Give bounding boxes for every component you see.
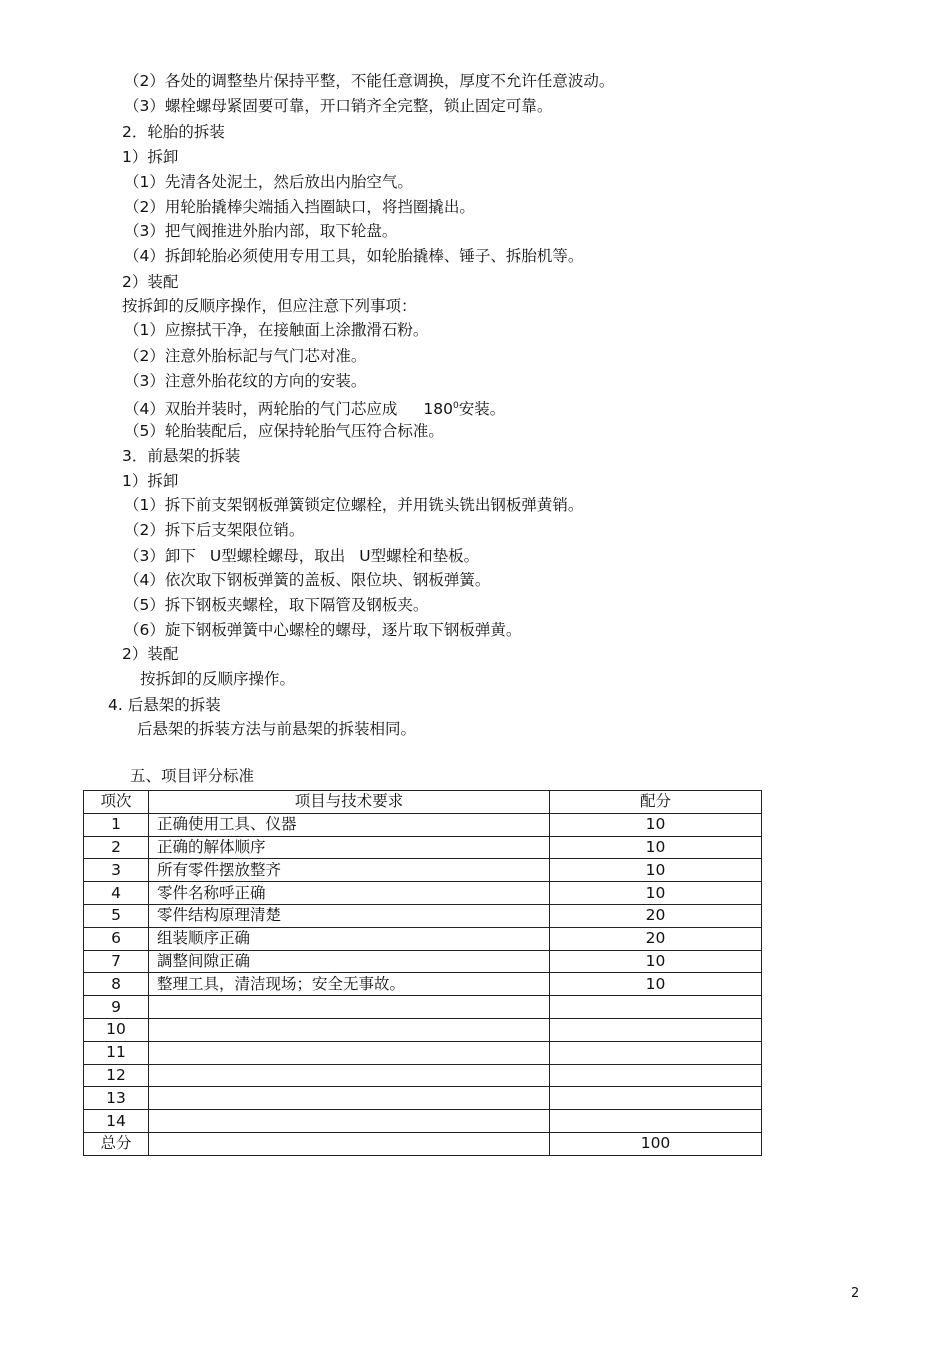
table-row [84,1087,762,1110]
section-heading: 2．轮胎的拆装 [122,123,225,141]
index-cell: 3 [84,859,149,882]
text-line: （2）拆下后支架限位销。 [124,521,305,539]
score-cell: 10 [550,973,762,996]
subsection-heading: 2）装配 [122,645,179,663]
item-cell [149,1087,550,1110]
score-cell: 10 [550,813,762,836]
table-header-row [84,791,762,814]
table-row [84,1064,762,1087]
index-cell: 9 [84,996,149,1019]
table-row [84,859,762,882]
score-cell: 10 [550,950,762,973]
index-cell: 5 [84,904,149,927]
index-cell: 12 [84,1064,149,1087]
table-total-row [84,1132,762,1155]
text-line [124,396,505,419]
index-cell: 11 [84,1041,149,1064]
table-row [84,813,762,836]
subsection-heading: 1）拆卸 [122,148,179,166]
score-cell [550,1018,762,1041]
index-cell: 4 [84,882,149,905]
score-cell [550,1064,762,1087]
item-cell: 正确使用工具、仪器 [149,813,550,836]
text-line: （6）旋下钢板弹簧中心螺栓的螺母，逐片取下钢板弹黄。 [124,621,522,639]
table-row [84,904,762,927]
subsection-heading: 2）装配 [122,273,179,291]
score-cell: 20 [550,927,762,950]
angle-value: 180 [423,400,453,418]
item-cell [149,1064,550,1087]
score-cell [550,996,762,1019]
text-line: 后悬架的拆装方法与前悬架的拆装相同。 [137,720,417,738]
header-cell: 配分 [550,791,762,814]
item-cell: 正确的解体顺序 [149,836,550,859]
text-line: 按拆卸的反顺序操作，但应注意下列事项： [122,297,417,315]
table-row [84,973,762,996]
index-cell: 7 [84,950,149,973]
item-cell: 調整间隙正确 [149,950,550,973]
index-cell: 6 [84,927,149,950]
text-line: （1）先清各处泥土，然后放出内胎空气。 [124,173,413,191]
header-cell: 项目与技术要求 [149,791,550,814]
table-row [84,882,762,905]
table-row [84,836,762,859]
text-line: （2）各处的调整垫片保持平整，不能任意调换，厚度不允许任意波动。 [124,72,615,90]
index-cell: 10 [84,1018,149,1041]
text-line: （4）依次取下钢板弹簧的盖板、限位块、钢板弹簧。 [124,571,491,589]
score-cell: 10 [550,859,762,882]
total-label-cell: 总分 [84,1132,149,1155]
text-segment: U型螺栓螺母，取出 [209,547,346,565]
text-line: （5）拆下钢板夹螺栓，取下隔管及钢板夹。 [124,596,429,614]
text-line: 按拆卸的反顺序操作。 [140,670,296,688]
table-row [84,927,762,950]
item-cell [149,1018,550,1041]
text-line: （5）轮胎装配后，应保持轮胎气压符合标准。 [124,422,444,440]
text-line: （3）把气阀推进外胎内部，取下轮盘。 [124,222,398,240]
total-score-cell: 100 [550,1132,762,1155]
subsection-heading: 1）拆卸 [122,472,179,490]
text-line: （3）螺栓螺母紧固要可靠，开口销齐全完整，锁止固定可靠。 [124,97,553,115]
table-row [84,996,762,1019]
text-line: （1）应擦拭干净，在接触面上涂撒滑石粉。 [124,321,429,339]
text-segment: （4）双胎并装时，两轮胎的气门芯应成 [124,400,398,418]
section-heading: 4. 后悬架的拆装 [108,696,221,714]
item-cell [149,1110,550,1133]
text-segment: U型螺栓和垫板。 [359,547,480,565]
score-cell: 10 [550,836,762,859]
scoring-table [83,790,762,1156]
item-cell [149,1041,550,1064]
score-cell: 20 [550,904,762,927]
index-cell: 14 [84,1110,149,1133]
index-cell: 1 [84,813,149,836]
item-cell [149,1132,550,1155]
text-line: （3）注意外胎花纹的方向的安装。 [124,372,367,390]
text-line: （1）拆下前支架钢板弹簧锁定位螺栓，并用铣头铣出钢板弹黄销。 [124,496,584,514]
item-cell: 零件结构原理清楚 [149,904,550,927]
text-line: （2）注意外胎标記与气门芯对准。 [124,347,367,365]
index-cell: 2 [84,836,149,859]
item-cell: 整理工具，清洁现场；安全无事故。 [149,973,550,996]
page-number: 2 [851,1286,860,1301]
score-cell [550,1041,762,1064]
text-line: （4）拆卸轮胎必须使用专用工具，如轮胎撬棒、锤子、拆胎机等。 [124,247,584,265]
table-row [84,1041,762,1064]
text-segment: 安装。 [458,400,506,418]
item-cell: 组装顺序正确 [149,927,550,950]
angle-superscript: 0 [452,401,459,411]
header-cell: 项次 [84,791,149,814]
table-row [84,950,762,973]
score-cell: 10 [550,882,762,905]
table-row [84,1018,762,1041]
score-cell [550,1087,762,1110]
score-cell [550,1110,762,1133]
text-line: （2）用轮胎撬棒尖端插入挡圈缺口，将挡圈撬出。 [124,198,475,216]
item-cell [149,996,550,1019]
item-cell: 零件名称呼正确 [149,882,550,905]
section-heading: 3．前悬架的拆装 [122,447,241,465]
text-segment: （3）卸下 [124,547,196,565]
text-line [124,546,479,566]
index-cell: 8 [84,973,149,996]
item-cell: 所有零件摆放整齐 [149,859,550,882]
table-row [84,1110,762,1133]
table-caption: 五、项目评分标准 [130,767,255,785]
index-cell: 13 [84,1087,149,1110]
